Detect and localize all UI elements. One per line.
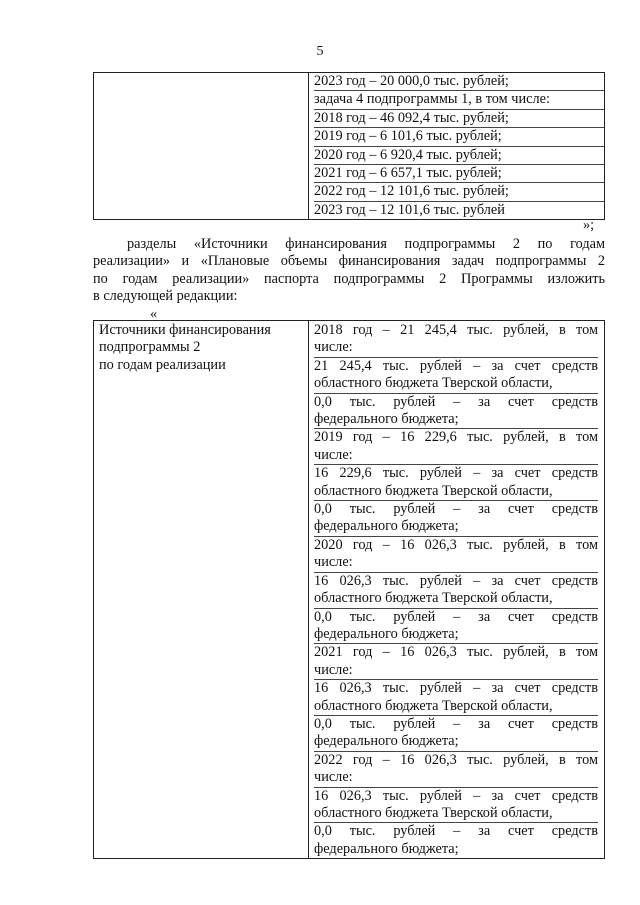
federal-budget-line: 0,0 тыс. рублей – за счет средств bbox=[314, 608, 598, 625]
funding-line: 2022 год – 12 101,6 тыс. рублей; bbox=[314, 183, 604, 201]
row-label-line: подпрограммы 2 bbox=[99, 339, 201, 356]
year-total-cont: числе: bbox=[314, 769, 598, 787]
top-table bbox=[93, 72, 605, 220]
funding-line: 2018 год – 46 092,4 тыс. рублей; bbox=[314, 110, 604, 128]
funding-line: задача 4 подпрограммы 1, в том числе: bbox=[314, 91, 604, 109]
page-number: 5 bbox=[316, 44, 324, 59]
year-total-line: 2018 год – 21 245,4 тыс. рублей, в том bbox=[314, 322, 598, 338]
regional-budget-cont: областного бюджета Тверской области, bbox=[314, 805, 598, 823]
funding-line: 2019 год – 6 101,6 тыс. рублей; bbox=[314, 128, 604, 146]
paragraph-line: реализации» и «Плановые объемы финансирования задач подпрограммы 2 bbox=[93, 253, 605, 270]
federal-budget-line: 0,0 тыс. рублей – за счет средств bbox=[314, 715, 598, 732]
row-label-line: Источники финансирования bbox=[99, 322, 271, 338]
funding-line: 2023 год – 20 000,0 тыс. рублей; bbox=[314, 73, 604, 91]
funding-line: 2021 год – 6 657,1 тыс. рублей; bbox=[314, 165, 604, 183]
body-paragraph bbox=[93, 236, 605, 306]
paragraph-line: разделы «Источники финансирования подпрограммы 2 по годам bbox=[127, 236, 605, 252]
year-total-cont: числе: bbox=[314, 662, 598, 680]
regional-budget-line: 16 026,3 тыс. рублей – за счет средств bbox=[314, 680, 598, 697]
funding-line: 2023 год – 12 101,6 тыс. рублей bbox=[314, 201, 505, 218]
year-total-cont: числе: bbox=[314, 554, 598, 572]
federal-budget-line: 0,0 тыс. рублей – за счет средств bbox=[314, 393, 598, 410]
regional-budget-line: 16 229,6 тыс. рублей – за счет средств bbox=[314, 465, 598, 482]
regional-budget-cont: областного бюджета Тверской области, bbox=[314, 698, 598, 716]
federal-budget-cont: федерального бюджета; bbox=[314, 840, 459, 857]
table-cell-empty bbox=[94, 73, 309, 220]
federal-budget-cont: федерального бюджета; bbox=[314, 518, 598, 536]
opening-quote: « bbox=[150, 306, 158, 322]
table-row bbox=[94, 321, 605, 859]
year-total-line: 2022 год – 16 026,3 тыс. рублей, в том bbox=[314, 751, 598, 768]
regional-budget-cont: областного бюджета Тверской области, bbox=[314, 590, 598, 608]
table-cell-label bbox=[94, 321, 309, 859]
closing-quote: »; bbox=[583, 217, 595, 233]
year-total-line: 2020 год – 16 026,3 тыс. рублей, в том bbox=[314, 536, 598, 553]
federal-budget-line: 0,0 тыс. рублей – за счет средств bbox=[314, 823, 598, 840]
paragraph-line: по годам реализации» паспорта подпрограммы 2 Программы изложить bbox=[93, 270, 605, 287]
funding-line: 2020 год – 6 920,4 тыс. рублей; bbox=[314, 147, 604, 165]
row-label-line: по годам реализации bbox=[99, 356, 226, 373]
paragraph-line: в следующей редакции: bbox=[93, 288, 238, 305]
table-row bbox=[94, 73, 605, 220]
federal-budget-line: 0,0 тыс. рублей – за счет средств bbox=[314, 501, 598, 518]
federal-budget-cont: федерального бюджета; bbox=[314, 626, 598, 644]
regional-budget-line: 16 026,3 тыс. рублей – за счет средств bbox=[314, 572, 598, 589]
year-total-line: 2019 год – 16 229,6 тыс. рублей, в том bbox=[314, 429, 598, 446]
table-cell-funding-lines bbox=[309, 73, 605, 220]
table-cell-funding-details bbox=[309, 321, 605, 859]
regional-budget-cont: областного бюджета Тверской области, bbox=[314, 483, 598, 501]
regional-budget-cont: областного бюджета Тверской области, bbox=[314, 375, 598, 393]
regional-budget-line: 16 026,3 тыс. рублей – за счет средств bbox=[314, 787, 598, 804]
year-total-cont: числе: bbox=[314, 447, 598, 465]
federal-budget-cont: федерального бюджета; bbox=[314, 733, 598, 751]
regional-budget-line: 21 245,4 тыс. рублей – за счет средств bbox=[314, 357, 598, 374]
federal-budget-cont: федерального бюджета; bbox=[314, 411, 598, 429]
year-total-cont: числе: bbox=[314, 339, 598, 357]
year-total-line: 2021 год – 16 026,3 тыс. рублей, в том bbox=[314, 644, 598, 661]
funding-sources-table bbox=[93, 320, 605, 859]
